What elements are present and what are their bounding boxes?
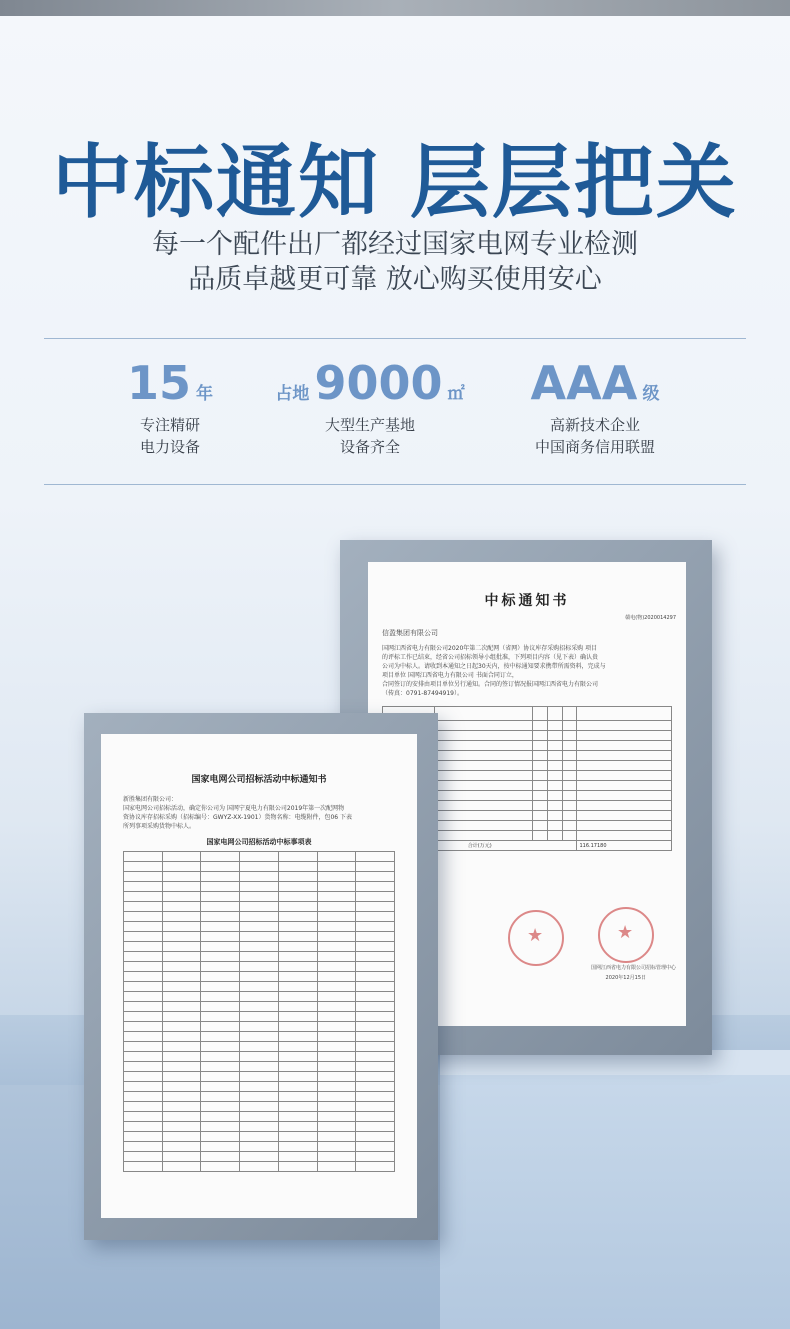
- table-row: [124, 962, 395, 972]
- front-doc-title: 国家电网公司招标活动中标通知书: [191, 775, 327, 785]
- front-doc-table-title: 国家电网公司招标活动中标事项表: [206, 838, 312, 846]
- table-row: [124, 1132, 395, 1142]
- front-certificate-paper: [101, 734, 417, 1218]
- front-doc-body-2: 资协议库存招标采购（招标编号：GWYZ-XX-1901）货物名称：电缆附件，包06 下表: [123, 814, 353, 821]
- table-row: [124, 1032, 395, 1042]
- table-row: [124, 1142, 395, 1152]
- stat-years-value: 15: [126, 356, 191, 410]
- back-doc-number: 赣电(物)2020014297: [625, 615, 676, 621]
- table-row: [124, 942, 395, 952]
- table-row: [124, 912, 395, 922]
- stat-area-unit: ㎡: [447, 384, 465, 404]
- table-row: [124, 872, 395, 882]
- table-row: [124, 1052, 395, 1062]
- stat-area-desc2: 设备齐全: [339, 438, 400, 456]
- top-edge-band: [0, 0, 790, 16]
- table-row: [124, 982, 395, 992]
- table-row: [124, 992, 395, 1002]
- back-doc-body-3: 公司为中标人。请收到本通知之日起30天内，按中标通知要求携带所需资料，完成与: [382, 663, 606, 670]
- table-row: [124, 952, 395, 962]
- table-row: [124, 892, 395, 902]
- table-row: [124, 1062, 395, 1072]
- stat-area-value: 9000: [314, 356, 443, 410]
- stat-years-desc1: 专注精研: [139, 416, 200, 434]
- table-row: [124, 1152, 395, 1162]
- front-doc-body-3: 所列事项采购货物中标人。: [123, 823, 196, 830]
- stat-credit: [465, 356, 725, 458]
- stat-years-desc2: 电力设备: [139, 438, 200, 456]
- table-row: [124, 1162, 395, 1172]
- red-seal-left: [508, 910, 564, 966]
- stat-credit-value: AAA: [530, 356, 638, 410]
- pedestal: [440, 1075, 790, 1329]
- table-row: [124, 972, 395, 982]
- table-row: [124, 922, 395, 932]
- back-doc-footer-date: 2020年12月15日: [605, 975, 646, 981]
- table-row: [124, 1082, 395, 1092]
- front-certificate-frame: [84, 713, 438, 1240]
- table-row: [124, 932, 395, 942]
- table-row: [124, 1112, 395, 1122]
- table-row: [124, 902, 395, 912]
- table-row: [124, 1102, 395, 1112]
- stat-credit-desc2: 中国商务信用联盟: [534, 438, 655, 456]
- back-doc-footer-org: 国网江西省电力有限公司招标管理中心: [590, 965, 676, 971]
- table-row: [124, 1072, 395, 1082]
- table-row: [124, 1042, 395, 1052]
- stat-years-unit: 年: [196, 384, 214, 404]
- subtitle-line-1: 每一个配件出厂都经过国家电网专业检测: [152, 229, 638, 260]
- table-row: [124, 862, 395, 872]
- page-headline: 中标通知 层层把关: [52, 136, 738, 229]
- front-doc-body-1: 国家电网公司招标活动，确定你公司为 国网宁夏电力有限公司2019年第一次配网物: [123, 805, 345, 812]
- table-row: [124, 1012, 395, 1022]
- stat-credit-desc1: 高新技术企业: [549, 416, 640, 434]
- table-row: [124, 1092, 395, 1102]
- stat-area: [240, 356, 500, 458]
- back-doc-body-2: 的评标工作已结束，经省公司招标领导小组批准，下列项目内容（见下表）确认贵: [382, 654, 599, 661]
- table-row: [124, 852, 395, 862]
- front-doc-body: [101, 795, 417, 831]
- back-doc-total-label: 合计(万元): [383, 841, 577, 851]
- back-doc-body: [368, 629, 686, 698]
- back-doc-total-value: 116.17180: [577, 841, 672, 851]
- back-doc-body-6: （传真：0791-87494919）。: [382, 690, 463, 697]
- divider-bottom: [44, 484, 746, 485]
- red-seal-right: [598, 907, 654, 963]
- table-row: [124, 882, 395, 892]
- back-doc-body-5: 合同签订的安排由项目单位另行通知。合同的签订情况报国网江西省电力有限公司: [382, 681, 599, 688]
- divider-top: [44, 338, 746, 339]
- stat-area-desc1: 大型生产基地: [324, 416, 415, 434]
- stat-credit-unit: 级: [642, 384, 660, 404]
- back-doc-body-4: 项目单位 国网江西省电力有限公司 书面合同订立，: [382, 672, 518, 679]
- front-doc-table: [123, 851, 395, 1172]
- back-doc-body-1: 国网江西省电力有限公司2020年第二次配网（省网）协议库存采购招标采购 项目: [382, 645, 598, 652]
- table-row: [124, 1022, 395, 1032]
- back-doc-recipient: 信盈集团有限公司: [382, 629, 438, 637]
- stat-area-prefix: 占地: [275, 384, 310, 404]
- table-row: [124, 1122, 395, 1132]
- table-row: [124, 1002, 395, 1012]
- front-doc-recipient: 新胜集团有限公司：: [123, 796, 178, 803]
- back-doc-title: 中标通知书: [484, 593, 570, 609]
- subtitle-line-2: 品质卓越更可靠 放心购买使用安心: [188, 264, 602, 295]
